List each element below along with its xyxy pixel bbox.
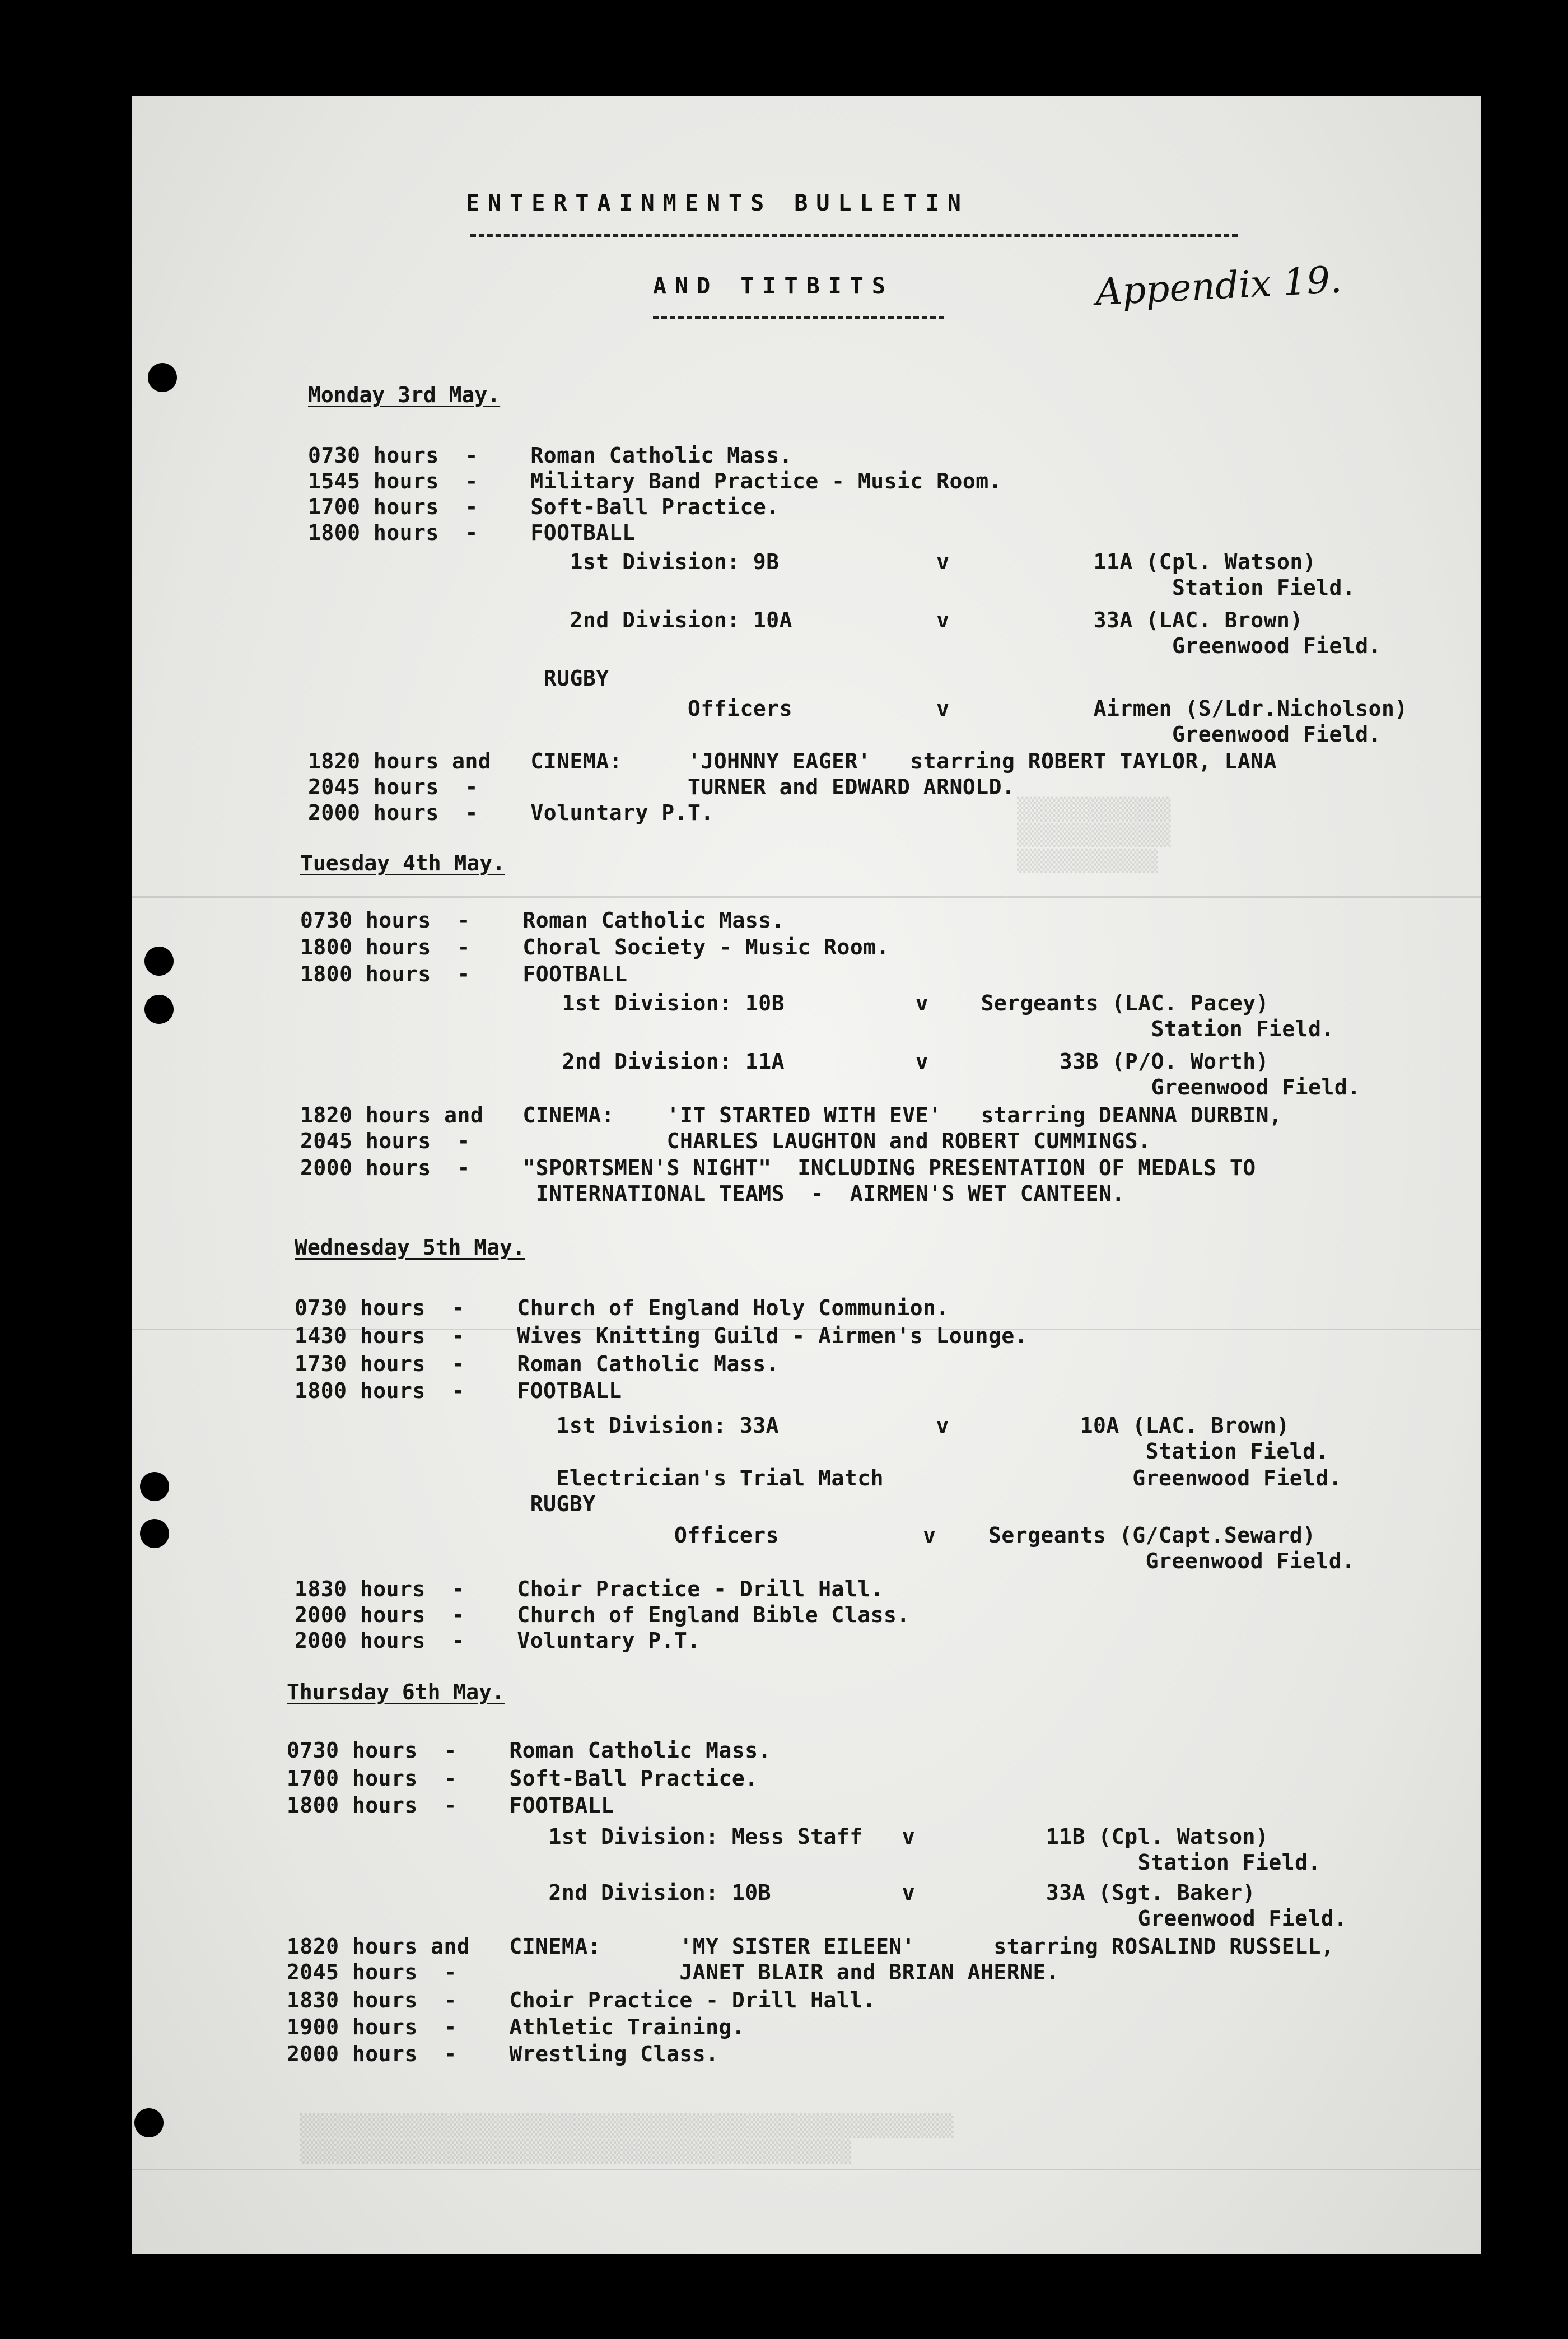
day-heading-wednesday: Wednesday 5th May. xyxy=(295,1235,525,1260)
punch-hole xyxy=(140,1472,169,1501)
schedule-line: 2045 hours - JANET BLAIR and BRIAN AHERNE. xyxy=(287,1960,1060,1984)
schedule-line: Greenwood Field. xyxy=(300,1075,1361,1099)
schedule-line: 1820 hours and CINEMA: 'IT STARTED WITH EVE' starring DEANNA DURBIN, xyxy=(300,1103,1282,1127)
schedule-line: 2000 hours - Voluntary P.T. xyxy=(295,1628,701,1653)
schedule-line: 2nd Division: 10A v 33A (LAC. Brown) xyxy=(308,608,1303,632)
document-title: ENTERTAINMENTS BULLETIN xyxy=(466,190,969,216)
fold-line xyxy=(132,2169,1481,2170)
day-heading-thursday: Thursday 6th May. xyxy=(287,1680,505,1704)
schedule-line: Greenwood Field. xyxy=(308,722,1382,747)
schedule-line: 2nd Division: 11A v 33B (P/O. Worth) xyxy=(300,1049,1269,1074)
handwritten-annotation: Appendix 19. xyxy=(1094,258,1343,314)
schedule-line: Station Field. xyxy=(308,575,1356,600)
bleed-through-text: ▒▒▒▒▒▒▒▒▒▒▒▒▒▒▒▒▒▒▒▒▒▒▒▒▒▒▒▒▒▒▒▒▒▒▒▒▒▒▒▒▒▒▒▒▒▒▒▒▒▒▒ ▒▒▒▒▒▒▒▒▒▒▒▒▒▒▒▒▒▒▒▒▒▒▒▒▒▒▒▒▒▒▒▒▒▒▒▒▒▒▒▒▒▒▒ xyxy=(300,2113,954,2164)
schedule-line: 0730 hours - Roman Catholic Mass. xyxy=(287,1738,771,1763)
schedule-line: 2000 hours - "SPORTSMEN'S NIGHT" INCLUDING PRESENTATION OF MEDALS TO xyxy=(300,1155,1256,1180)
punch-hole xyxy=(148,363,177,392)
bleed-through-text: ▒▒▒▒▒▒▒▒▒▒▒▒ ▒▒▒▒▒▒▒▒▒▒▒▒ ▒▒▒▒▒▒▒▒▒▒▒ xyxy=(1017,797,1171,873)
schedule-line: RUGBY xyxy=(295,1492,596,1516)
punch-hole xyxy=(144,947,174,976)
day-heading-monday: Monday 3rd May. xyxy=(308,383,501,407)
day-heading-tuesday: Tuesday 4th May. xyxy=(300,851,506,875)
schedule-line: 1800 hours - FOOTBALL xyxy=(287,1793,614,1818)
document-page xyxy=(132,96,1481,2254)
schedule-line: 1800 hours - FOOTBALL xyxy=(295,1378,622,1403)
schedule-line: Greenwood Field. xyxy=(287,1906,1347,1931)
schedule-line: 1545 hours - Military Band Practice - Music Room. xyxy=(308,469,1002,493)
schedule-line: 2000 hours - Voluntary P.T. xyxy=(308,800,714,825)
schedule-line: 1st Division: 9B v 11A (Cpl. Watson) xyxy=(308,549,1317,574)
schedule-line: 2045 hours - TURNER and EDWARD ARNOLD. xyxy=(308,775,1015,799)
schedule-line: 0730 hours - Roman Catholic Mass. xyxy=(308,443,792,468)
punch-hole xyxy=(140,1519,169,1548)
subtitle-underline xyxy=(653,316,944,319)
schedule-line: 1700 hours - Soft-Ball Practice. xyxy=(287,1766,758,1791)
schedule-line: Station Field. xyxy=(300,1017,1334,1041)
schedule-line: 1st Division: 33A v 10A (LAC. Brown) xyxy=(295,1413,1290,1438)
schedule-line: 0730 hours - Church of England Holy Communion. xyxy=(295,1296,949,1320)
schedule-line: 2045 hours - CHARLES LAUGHTON and ROBERT CUMMINGS. xyxy=(300,1129,1151,1153)
schedule-line: 1st Division: Mess Staff v 11B (Cpl. Watson) xyxy=(287,1824,1269,1849)
schedule-line: 1st Division: 10B v Sergeants (LAC. Pacey) xyxy=(300,991,1269,1015)
schedule-line: 1830 hours - Choir Practice - Drill Hall. xyxy=(295,1577,884,1601)
schedule-line: Greenwood Field. xyxy=(295,1549,1355,1573)
fold-line xyxy=(132,896,1481,898)
schedule-line: 1800 hours - FOOTBALL xyxy=(308,520,636,545)
schedule-line: 0730 hours - Roman Catholic Mass. xyxy=(300,908,785,933)
schedule-line: 1800 hours - Choral Society - Music Room. xyxy=(300,935,890,959)
schedule-line: INTERNATIONAL TEAMS - AIRMEN'S WET CANTEEN. xyxy=(300,1181,1125,1206)
schedule-line: 1730 hours - Roman Catholic Mass. xyxy=(295,1352,779,1376)
schedule-line: 1900 hours - Athletic Training. xyxy=(287,2015,745,2039)
document-subtitle: AND TITBITS xyxy=(653,273,894,299)
schedule-line: 2000 hours - Wrestling Class. xyxy=(287,2042,719,2066)
schedule-line: 1830 hours - Choir Practice - Drill Hall. xyxy=(287,1988,876,2012)
schedule-line: Officers v Sergeants (G/Capt.Seward) xyxy=(295,1523,1316,1548)
punch-hole xyxy=(144,995,174,1024)
schedule-line: Station Field. xyxy=(287,1850,1321,1875)
title-underline xyxy=(470,234,1238,237)
schedule-line: 2nd Division: 10B v 33A (Sgt. Baker) xyxy=(287,1880,1256,1905)
schedule-line: 1820 hours and CINEMA: 'MY SISTER EILEEN' starring ROSALIND RUSSELL, xyxy=(287,1934,1334,1959)
schedule-line: Greenwood Field. xyxy=(308,633,1382,658)
punch-hole xyxy=(134,2108,164,2137)
schedule-line: 2000 hours - Church of England Bible Class. xyxy=(295,1602,910,1627)
schedule-line: RUGBY xyxy=(308,666,609,691)
schedule-line: 1430 hours - Wives Knitting Guild - Airmen's Lounge. xyxy=(295,1324,1028,1348)
schedule-line: Electrician's Trial Match Greenwood Field. xyxy=(295,1466,1342,1490)
schedule-line: 1700 hours - Soft-Ball Practice. xyxy=(308,495,780,519)
schedule-line: 1800 hours - FOOTBALL xyxy=(300,962,628,986)
schedule-line: Officers v Airmen (S/Ldr.Nicholson) xyxy=(308,696,1408,721)
schedule-line: Station Field. xyxy=(295,1439,1329,1464)
schedule-line: 1820 hours and CINEMA: 'JOHNNY EAGER' starring ROBERT TAYLOR, LANA xyxy=(308,749,1277,774)
